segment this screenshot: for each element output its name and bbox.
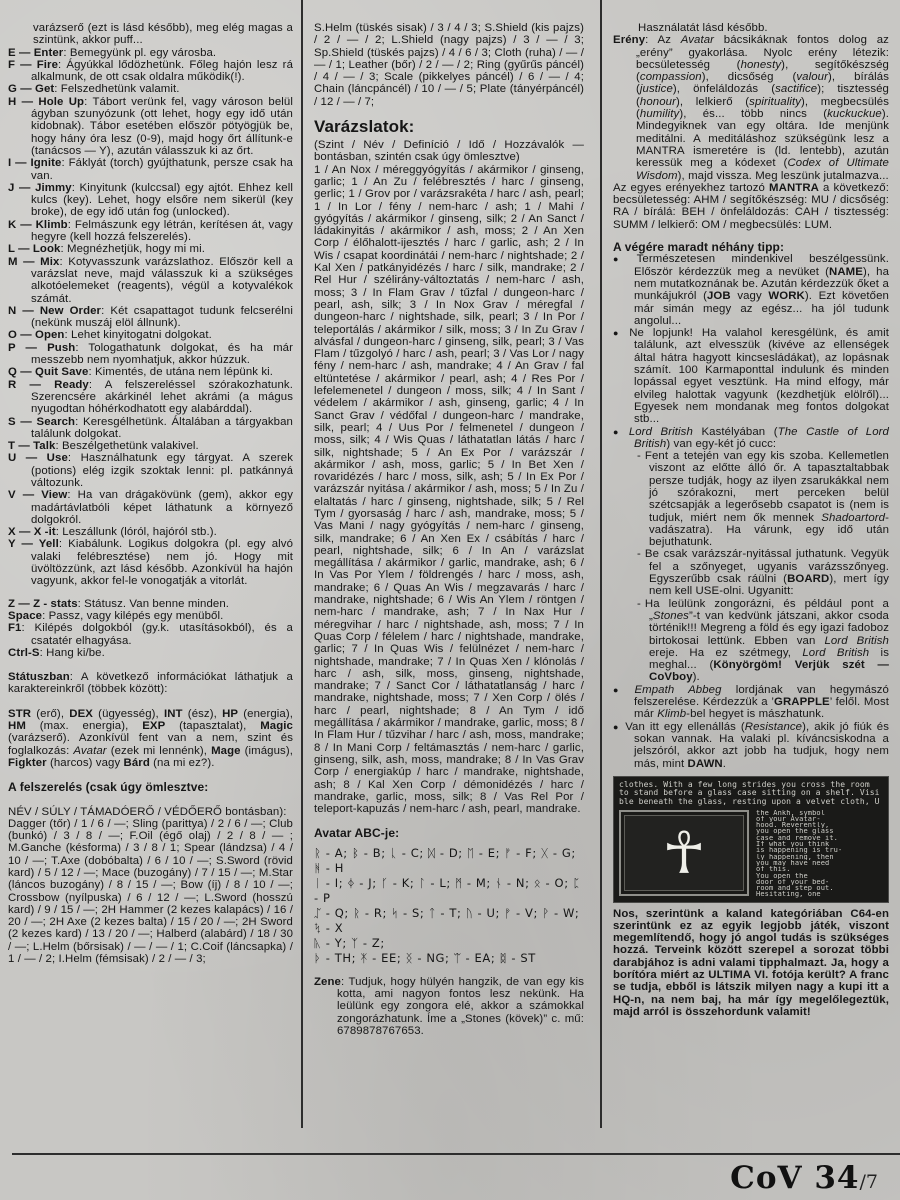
screenshot-text-line: ly happening, then xyxy=(756,853,834,860)
command-description: : Tábort verünk fel, vagy városon belül ágyban szunyózunk (ott lehet, hogy egy idő után kidobnak). Tábor esetében először pötyögjük be, hogy hány óra lesz (0-9), majd hogy őrt állítunk-e (tanácsos — Y), azután válasszuk ki az őrt. xyxy=(31,95,293,157)
footer-rule xyxy=(12,1153,900,1155)
command-entry xyxy=(8,182,293,219)
screenshot-text-line: room and step out. xyxy=(756,885,834,892)
command-key-label: O — Open xyxy=(8,329,65,342)
command-description: : Használhatunk egy tárgyat. A szerek (potions) elég izgik szoktak lenni: pl. patkánnyá változunk. xyxy=(31,452,294,489)
command-description: : Lehet kinyitogatni dolgokat. xyxy=(64,329,212,342)
equipment-list: Dagger (tőr) / 1 / 6 / —; Sling (parittya) / 2 / 6 / —; Club (bunkó) / 3 / 8 / —; F.Oil (égő olaj) / 2 / 8 / — ; M.Ganche (késforma) / 3 / 8 / 1; Spear (lándzsa) / 4 / 10 / —; T.Axe (dobóbalta) / 6 / 10 / —; S.Sword (rövid kard) / 5 / 12 / —; Mace (buzogány) / 7 / 15 / —; M.Star (láncos buzogány) / 8 / 15 / —; Bow (íj) / 8 / 10 / —; Crossbow (nyílpuska) / 6 / 12 / —; L.Sword (hosszú kard) / 9 / 15 / —; 2H Hammer (2 kezes kalapács) / 16 / 20 / —; 2H Axe (2 kezes balta) / 15 / 20 / —; 2H Sword (2 kezes kard) / 13 / 20 / —; Halberd (alabárd) / 18 / 30 / —; L.Helm (bőrsisak) / — / — / 1; C.Coif (láncsapka) / 1 / — / 2; I.Helm (fémsisak) / 2 / — / 3; xyxy=(8,817,293,966)
tip-grapple xyxy=(613,684,889,721)
command-description: : A felszereléssel szórakozhatunk. Szerencsére akárkinél lehet akrámi (a mágus nyugodtan hóhérkodhatott egy alabárddal). xyxy=(31,378,293,416)
command-entry xyxy=(8,416,293,441)
system-key-entry xyxy=(8,598,293,610)
page-footer xyxy=(730,1160,878,1196)
command-key-label: N — New Order xyxy=(8,304,102,317)
screenshot-text-line: you open the glass xyxy=(756,828,834,835)
command-entry xyxy=(8,243,293,255)
screenshot-body xyxy=(619,810,883,898)
intro-continuation: varázserő (ezt is lásd később), meg elég magas a szintünk, akkor puff... xyxy=(33,22,293,47)
system-key-label: Space xyxy=(8,609,43,622)
command-description: : Tologathatunk dolgokat, és ha már messzebb nem nyomhatjuk, akkor húzzuk. xyxy=(31,341,293,367)
dash-icon: - xyxy=(637,450,641,463)
tip-no-stealing xyxy=(613,327,889,425)
command-description: : Kinyitunk (kulccsal) egy ajtót. Ehhez kell kulcs (key). Lehet, hogy elsőre nem sikerül (key broke), de egy idő után fog (unlocked). xyxy=(31,181,293,219)
command-key-label: T — Talk xyxy=(8,440,56,453)
bullet-icon: ● xyxy=(613,254,632,265)
command-key-label: P — Push xyxy=(8,341,76,354)
screenshot-text-line: to stand before a glass case sitting on a shelf. Visi xyxy=(619,789,880,798)
command-key-label: X — X -it xyxy=(8,526,56,539)
magazine-logo: CoV 34 xyxy=(730,1160,860,1196)
rune-alphabet xyxy=(314,846,584,966)
command-key-label: Y — Yell xyxy=(8,538,59,551)
system-key-description: : Státusz. Van benne minden. xyxy=(77,597,230,610)
tip-text: Van itt egy ellenállás (Resistance), akik jó fiúk és sokan vannak. Ha valaki pl. kíváncsiskodna a jelszóról, akkor azt jobb ha tudjuk, hogy nem más, mint DAWN. xyxy=(625,720,889,770)
ankh-icon: ☥ xyxy=(662,818,706,887)
tip-lord-british xyxy=(613,426,889,451)
tip-text: Ne lopjunk! Ha valahol keresgélünk, és amit találunk, azt elvesszük (kivéve az ellenségek által hátra hagyott kincsesládákat), az lopásnak számít. 100 Karmaponttal indulunk és minden lopással egyet vesztünk. Ha mind elfogy, már elvileg halottak vagyunk (kezdhetjük elölről)... Egyesek nem mondanak meg fontos dolgokat stb... xyxy=(629,327,889,426)
ankh-panel xyxy=(619,810,749,896)
dash-icon: - xyxy=(637,597,641,610)
subtip-text: Fent a tetején van egy kis szoba. Kellemetlen viszont az előtte álló őr. A tapasztaltabbak persze tudják, hogy az ilyen zsarukákkal nem jó szórakozni, mert perceken belül szétcsapják a legerősebb csapatot is (nem is tudjuk, miért nem ők mennek Shadoartord-vadászatra). Ha várunk, egy idő után bejuthatunk. xyxy=(644,450,889,549)
column-divider-left xyxy=(301,0,303,1128)
closing-paragraph: Nos, szerintünk a kaland kategóriában C64-en szerintünk ez az egyik legjobb játék, viszont megemlítendő, hogy jó angol tudás is szükséges hozzá. Terveink között szerepel a sorozat többi darabjához is adni valami tipphalmazt. Ja, hogy a borítóra miért az ULTIMA VI. fotója került? A franc se tudja, ebből is látszik milyen nagy a kupi itt a HQ-n, na nem baj, ha már így megelőlegeztük, majd arról is összehordunk valamit! xyxy=(613,907,889,1018)
rune-line: ᚣ - Y; ᛉ - Z; xyxy=(314,935,385,950)
system-key-label: F1 xyxy=(8,622,22,635)
system-key-list xyxy=(8,598,293,659)
command-entry xyxy=(8,305,293,330)
screenshot-text-line: of your Avatar- xyxy=(756,815,821,823)
virtue-paragraph xyxy=(613,34,889,182)
music-label: Zene xyxy=(314,975,341,988)
status-paragraph xyxy=(8,671,293,696)
column-2 xyxy=(314,22,584,1037)
command-key-label: F — Fire xyxy=(8,58,59,71)
command-entry xyxy=(8,219,293,244)
command-entry xyxy=(8,342,293,367)
command-key-label: G — Get xyxy=(8,83,55,96)
status-text: : A következő információkat láthatjuk a karaktereinkről (többek között): xyxy=(8,671,293,696)
rune-line: ᛢ - Q; ᚱ - R; ᛋ - S; ᛏ - T; ᚢ - U; ᚡ - V; ᚹ - W; ᛪ - X xyxy=(314,905,580,935)
screenshot-text-line: door of your bed- xyxy=(756,878,830,886)
rune-line: ᚱ - A; ᛒ - B; ᚳ - C; ᛞ - D; ᛖ - E; ᚠ - F; ᚷ - G; ᚻ - H xyxy=(314,845,576,875)
command-entry xyxy=(8,366,293,378)
command-description: : Felmászunk egy létrán, kerítésen át, vagy hegyre (kell hozzá felszerelés). xyxy=(31,218,293,244)
stats-paragraph: STR (erő), DEX (ügyesség), INT (ész), HP (energia), HM (max. energia), EXP (tapasztalat), Magic (varázserő). Azonkívül fent van a nem, szint és foglalkozás: Avatar (ezek mi lennénk), Mage (imágus), Figkter (harcos) vagy Bárd (na mi ez?). xyxy=(8,707,294,769)
command-entry xyxy=(8,83,293,95)
system-key-label: Ctrl-S xyxy=(8,646,40,659)
command-entry xyxy=(8,59,293,84)
subtip-piano-stones xyxy=(613,598,889,684)
command-entry xyxy=(8,379,293,416)
subtip-text: Ha leülünk zongorázni, és például pont a „Stones”-t van kedvünk játszani, akkor csoda történik!!! Megreng a föld és egy igazi fadoboz birtokosai lettünk. Ebben van Lord British ereje. Ha ez szétmegy, Lord British is meghal... (Könyörgöm! Verjük szét — CoVboy). xyxy=(644,597,890,684)
game-screenshot xyxy=(613,776,889,903)
command-description: : Ágyúkkal lődözhetünk. Főleg hajón lesz rá alkalmunk, de ott csak oldalra működik(!). xyxy=(31,58,294,84)
usage-continuation: Használatát lásd később. xyxy=(638,22,768,34)
command-entry xyxy=(8,452,293,489)
rune-line: ᚦ - TH; ᛡ - EE; ᛝ - NG; ᛠ - EA; ᛥ - ST xyxy=(314,950,536,965)
command-entry xyxy=(8,440,293,452)
command-key-label: R — Ready xyxy=(8,378,89,391)
bullet-icon: ● xyxy=(613,328,625,339)
status-label: Státuszban xyxy=(8,671,70,684)
command-key-label: S — Search xyxy=(8,415,76,428)
screenshot-right-text xyxy=(756,810,883,898)
command-entry xyxy=(8,157,293,182)
screenshot-text-line: you may have need xyxy=(756,859,830,867)
system-key-description: : Passz, vagy kilépés egy menüből. xyxy=(42,609,224,622)
subtip-castle-room xyxy=(613,450,889,548)
screenshot-text-line: of this. xyxy=(756,866,791,873)
command-entry xyxy=(8,489,293,526)
command-key-label: M — Mix xyxy=(8,255,60,268)
page-number: /7 xyxy=(859,1171,878,1193)
command-description: : Bemegyünk pl. egy városba. xyxy=(63,46,217,59)
mantra-paragraph: Az egyes erényekhez tartozó MANTRA a következő: becsületesség: AHM / segítőkészség: MU / dicsőség: RA / bírálá: BEH / önfeláldozás: CAH / tisztesség: SUMM / lelkierő: OM / megbecsülés: LUM. xyxy=(613,181,890,231)
screenshot-top-text xyxy=(619,781,883,807)
screenshot-text-line: Hesitating, one xyxy=(756,891,821,898)
command-description: : Leszállunk (lóról, hajóról stb.). xyxy=(55,526,217,539)
command-entry xyxy=(8,256,293,305)
command-description: : Felszedhetünk valamit. xyxy=(54,83,180,96)
music-text: : Tudjuk, hogy hülyén hangzik, de van egy kis kotta, ami nagyon fontos lesz nekünk. Ha leülünk egy zongora elé, akkor a számokkal zongorázhatunk. Íme a „Stones (kövek)” c. mű: 6789878767653. xyxy=(337,975,584,1037)
command-list xyxy=(8,47,293,588)
music-paragraph xyxy=(314,976,584,1037)
spells-list: 1 / An Nox / méreggyógyítás / akármikor / ginseng, garlic; 1 / An Zu / felébresztés / harc / ginseng, gerlic; 1 / Grov por / varázsrakéta / harc / ash, pearl; 1 / In Lor / fény / nem-harc / ash; 1 / Mahi / gyógyítás / akármikor / ginseng, silk; 2 / An Sanct / ládakinyitás / akármikor / ash, moss; 2 / An Xen Corp / élőhalott-ijesztés / harc / garlic, ash; 2 / In Wis / csapat koordinátái / nem-harc / nightshade; 2 / Kal Xen / patkányidézés / harc / silk, mandrake; 2 / Rel Hur / szélirány-változtatás / nem-harc / ash, moss; 3 / In Flam Grav / tűzfal / dungeon-harc / pearl, ash, silk; 3 / In Nox Grav / méregfal / dungeon-harc / nightshade, silk, pearl; 3 / In Por / teleportálás / akármikor / silk, moss; 3 / In Zu Grav / alvásfal / dungeon-harc / ginseng, silk, pearl; 3 / Vas Flam / tűzgolyó / harc / ash, pearl; 3 / Vas Lor / nagy fény / nem-harc / ash, mandrake; 4 / An Grav / fal eltüntetése / akármikor / pearl, ash; 4 / Res Por / lefelemenetel / dungeon / moss, silk; 4 / In Sant / védelem / akármikor / ash, ginseng, garlic; 4 / In Sanct Grav / védőfal / dungeon-harc / mandrake, silk, pearl; 4 / Uus Por / felmenetel / dungeon / moss, silk; 4 / Wis Quas / láthatatlan látás / harc / silk, nightshade; 5 / An Ex Por / varázszár / akármikor / ash, moss, garlic; 5 / In Bet Xen / rovaridézés / harc / moss, silk, ash; 5 / In Ex Por / varázszár nyitása / akármikor / ash, moss; 5 / In Zu / elaltatás / harc / ginseng, nightshade, silk; 5 / Rel Tym / gyorsaság / harc / ash, mandrake, moss; 5 / Vas Mani / nagy gyógyítás / nem-harc / ginseng, silk, mandrake; 6 / An Xen Ex / csábítás / harc / pearl, nightshade, silk; 6 / In An / varázslat megállítása / akármikor / garlic, mandrake, ash; 6 / In Vas Por Ylem / földrengés / harc / moss, ash, mandrake; 6 / Quas An Wis / megzavarás / harc / mandrake, nightshade; 6 / Wis An Ylem / röntgen / nem-harc / mandrake, ash; 7 / In Nax Hur / méregvihar / harc / nightshade, ash, moss; 7 / In Quas Corp / félelem / harc / nightshade, mandrake, garlic; 7 / In Quas Wis / felülnézet / nem-harc / nightshade, mandrake; 7 / In Quas Xen / klónolás / harc / ash, silk, moss, ginseng, nightshade, mandrake; 7 / Sanct Cor / láthatatlanság / harc / mandrake, nightshade, moss; 7 / Xen Corp / ölés / harc / pearl, nightshade; 8 / An Tym / idő megállítása / akármikor / mandrake, garlic, moss; 8 / In Flam Hur / tűzvihar / harc / ash, moss, mandrake; 8 / In Mani Corp / feltámasztás / nem-harc / garlic, ginseng, silk, ash, moss, mandrake; 8 / In Vas Grav Corp / energiakúp / harc / mandrake, nightshade, ash; 8 / Kal Xen Corp / démonidézés / harc / mandrake, garlic, moss, silk; 8 / Vas Rel Por / teleport-kapuzás / nem-harc / ash, pearl, mandrake. xyxy=(314,163,584,816)
system-key-label: Z — Z - stats xyxy=(8,597,78,610)
screenshot-text-line: is happening is tru- xyxy=(756,847,843,854)
command-key-label: J — Jimmy xyxy=(8,181,72,194)
command-key-label: K — Klimb xyxy=(8,218,68,231)
command-entry xyxy=(8,538,293,587)
command-entry xyxy=(8,96,293,157)
subtip-magic-carpet xyxy=(613,548,889,597)
screenshot-text-line: hood. Reverently, xyxy=(756,822,830,829)
screenshot-text-line: You open the xyxy=(756,872,808,879)
system-key-entry xyxy=(8,610,293,622)
column-1 xyxy=(8,22,293,965)
command-key-label: H — Hole Up xyxy=(8,95,85,108)
command-key-label: U — Use xyxy=(8,452,68,465)
bullet-icon: ● xyxy=(613,426,624,437)
command-key-label: Q — Quit Save xyxy=(8,366,89,379)
command-description: : Fáklyát (torch) gyújthatunk, persze csak ha van. xyxy=(31,157,293,182)
command-description: : Kimentés, de utána nem lépünk ki. xyxy=(88,366,274,379)
screenshot-text-line: case and remove it. xyxy=(756,834,838,842)
rune-line: ᛁ - I; ᛄ - J; ᚴ - K; ᛚ - L; ᛗ - M; ᚾ - N; ᛟ - O; ᛈ - P xyxy=(314,875,581,905)
virtue-label: Erény xyxy=(613,34,646,47)
command-entry xyxy=(8,329,293,341)
command-key-label: V — View xyxy=(8,489,68,502)
command-description: : Ha van drágakövünk (gem), akkor egy madártávlatbóli képet láthatunk a környező dolgokról. xyxy=(31,489,293,526)
command-entry xyxy=(8,526,293,538)
subtip-text: Be csak varázszár-nyitással juthatunk. Vegyük fel a szőnyeget, ugyanis varázsszőnyeg. Egyszerűbb csak ráülni (BOARD), mert így nem kell USE-olni. Ugyanitt: xyxy=(644,548,889,598)
command-entry xyxy=(8,47,293,59)
tips-heading: A végére maradt néhány tipp: xyxy=(613,240,785,255)
equipment-format-line: NÉV / SÚLY / TÁMADÓERŐ / VÉDŐERŐ bontásban): xyxy=(8,805,287,818)
command-description: : Megnézhetjük, hogy mi mi. xyxy=(60,243,205,256)
command-description: : Kotyvasszunk varázslathoz. Először kell a varázslat neve, majd válasszuk ki a szükséges alkotóelemeket (reagents), végül a kotyvalékok számát. xyxy=(31,255,293,305)
command-key-label: I — Ignite xyxy=(8,157,62,170)
command-description: : Keresgélhetünk. Általában a tárgyakban találunk dolgokat. xyxy=(31,415,293,440)
armor-list-continuation: S.Helm (tüskés sisak) / 3 / 4 / 3; S.Shield (kis pajzs) / 2 / — / 2; L.Shield (nagy pajzs) / 3 / — / 3; Sp.Shield (tüskés pajzs) / 4 / 6 / 3; Cloth (ruha) / — / — / 1; Leather (bőr) / 2 / — / 2; Ring (gyűrűs páncél) / 4 / — / 3; Scale (pikkelyes páncél) / 6 / — / 4; Chain (láncpáncél) / 10 / — / 5; Plate (tányérpáncél) / 12 / — / 7; xyxy=(314,22,584,108)
screenshot-text-line: If what you think xyxy=(756,841,830,848)
bullet-icon: ● xyxy=(613,721,621,732)
tip-resistance xyxy=(613,721,889,770)
column-3 xyxy=(613,22,889,1018)
equipment-heading: A felszerelés (csak úgy ömlesztve: xyxy=(8,780,209,795)
tip-text: Empath Abbeg lordjának van hegymászó felszerelése. Kérdezzük a ’GRAPPLE’ felől. Most már Klimb-bel hegyet is mászhatunk. xyxy=(634,683,889,721)
command-description: : Beszélgethetünk valakivel. xyxy=(55,440,199,453)
screenshot-text-line: the Ankh, symbol xyxy=(756,809,826,816)
bullet-icon: ● xyxy=(613,684,630,695)
command-description: : Kiabálunk. Logikus dolgokra (pl. egy alvó valaki felébresztése) nem jó. Hogy mit üvöltözzünk, azt lásd később. Azonkívül ha hajón vagyunk, akkor fel-le vonogatják a vitorlát. xyxy=(31,538,294,588)
command-key-label: L — Look xyxy=(8,243,61,256)
tip-talk xyxy=(613,253,889,327)
screenshot-text-line: ble beneath the glass, resting upon a velvet cloth, U xyxy=(619,798,880,806)
system-key-description: : Hang ki/be. xyxy=(39,646,105,659)
dash-icon: - xyxy=(637,548,641,561)
system-key-entry xyxy=(8,647,293,659)
system-key-entry xyxy=(8,622,293,647)
tip-text: Természetesen mindenkivel beszélgessünk. Először kérdezzük meg a nevüket (NAME), ha nem mutatkoznának be. Azután kérdezzük őket a munkájukról (JOB vagy WORK). Ezt követően már simán megy az egész... ha jól tudunk angolul... xyxy=(634,253,890,327)
spells-format-line: (Szint / Név / Definíció / Idő / Hozzávalók — bontásban, szintén csak úgy ömlesztve) xyxy=(314,139,584,164)
screenshot-text-line: clothes. With a few long strides you cross the room xyxy=(619,780,870,789)
column-divider-right xyxy=(600,0,602,1128)
spells-heading: Varázslatok: xyxy=(314,117,415,137)
virtue-text: : Az Avatar bácsikáknak fontos dolog az „erény” gyakorlása. Nyolc erény létezik: becsületesség (honesty), segítőkészség (compassion), dicsőség (valour), bírálás (justice), önfeláldozás (sactifice); tisztesség (honour), lelkierő (spirituality), megbecsülés (humility), és... több nincs (kuckuckue). Mindegyiknek van egy oltára. Ide menjünk meditálni. A meditáláshoz szükségünk lesz a MANTRA ismeretére is (ld. lentebb), azután keressük meg a kódexet (Codex of Ultimate Wisdom), majd vissza. Meg leszünk jutalmazva... xyxy=(636,34,890,182)
tip-text: Lord British Kastélyában (The Castle of Lord British) van egy-két jó cucc: xyxy=(628,425,889,450)
command-key-label: E — Enter xyxy=(8,46,64,59)
avatar-abc-heading: Avatar ABC-je: xyxy=(314,826,400,841)
command-description: : Két csapattagot tudunk felcserélni (nekünk muszáj elöl állnunk). xyxy=(31,304,293,330)
system-key-description: : Kilépés dolgokból (gy.k. utasításokból), és a csatatér elhagyása. xyxy=(21,622,293,647)
